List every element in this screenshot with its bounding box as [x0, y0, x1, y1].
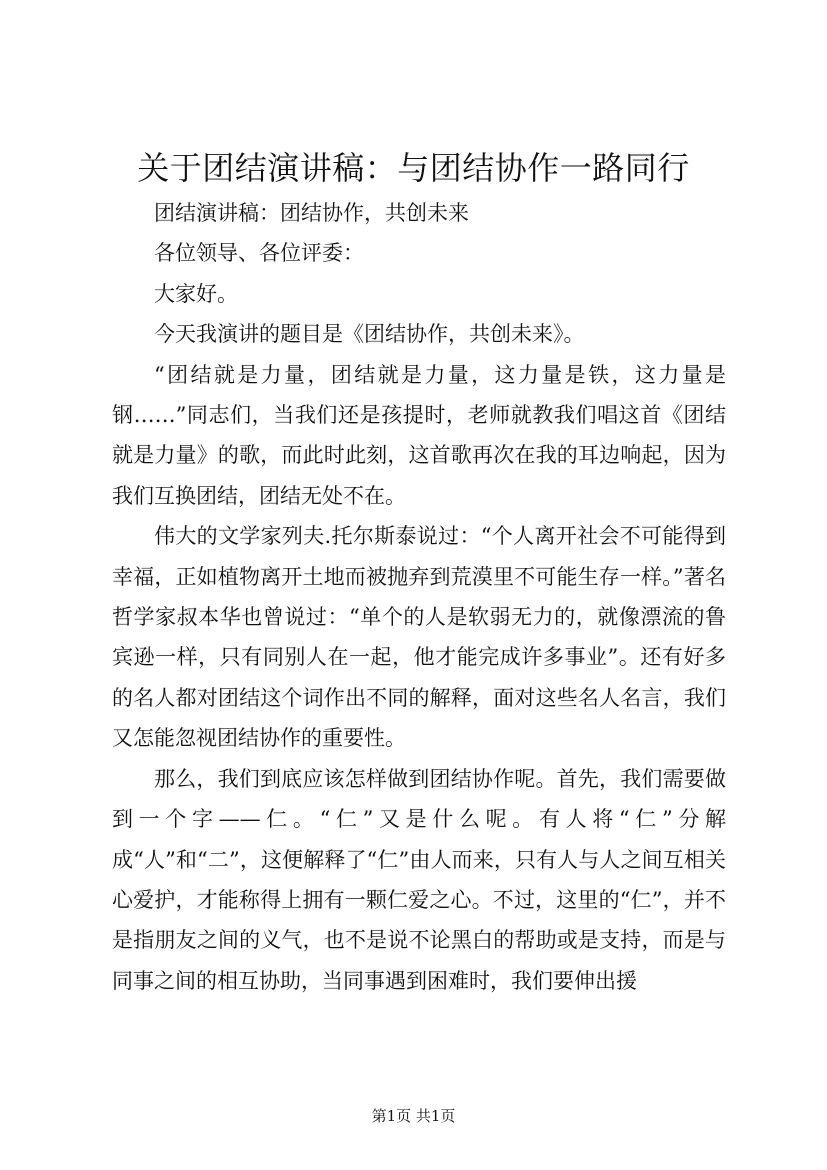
paragraph-ren: 那么，我们到底应该怎样做到团结协作呢。首先，我们需要做到一个字——仁。“仁”又是什么呢。有人将“仁”分解成“人”和“二”，这便解释了“仁”由人而来，只有人与人之间互相关心爱护，才能称得上拥有一颗仁爱之心。不过，这里的“仁”，并不是指朋友之间的义气，也不是说不论黑白的帮助或是支持，而是与同事之间的相互协助，当同事遇到困难时，我们要伸出援 [112, 766, 726, 993]
document-body [112, 193, 726, 1001]
salutation-line: 各位领导、各位评委： [154, 241, 364, 266]
page-footer: 第1页 共1页 [371, 1107, 456, 1125]
greeting-line: 大家好。 [154, 281, 238, 306]
document-title: 关于团结演讲稿：与团结协作一路同行 [137, 149, 690, 187]
topic-line: 今天我演讲的题目是《团结协作，共创未来》。 [154, 322, 585, 347]
paragraph-song: “团结就是力量，团结就是力量，这力量是铁，这力量是钢……”同志们，当我们还是孩提时，老师就教我们唱这首《团结就是力量》的歌，而此时此刻，这首歌再次在我的耳边响起，因为我们互换团结，团结无处不在。 [112, 362, 726, 508]
subtitle-line: 团结演讲稿：团结协作，共创未来 [154, 201, 469, 225]
paragraph-quotes: 伟大的文学家列夫.托尔斯泰说过：“个人离开社会不可能得到幸福，正如植物离开土地而被抛弃到荒漠里不可能生存一样。”著名哲学家叔本华也曾说过：“单个的人是软弱无力的，就像漂流的鲁宾逊一样，只有同别人在一起，他才能完成许多事业”。还有好多的名人都对团结这个词作出不同的解释，面对这些名人名言，我们又怎能忽视团结协作的重要性。 [112, 524, 726, 751]
